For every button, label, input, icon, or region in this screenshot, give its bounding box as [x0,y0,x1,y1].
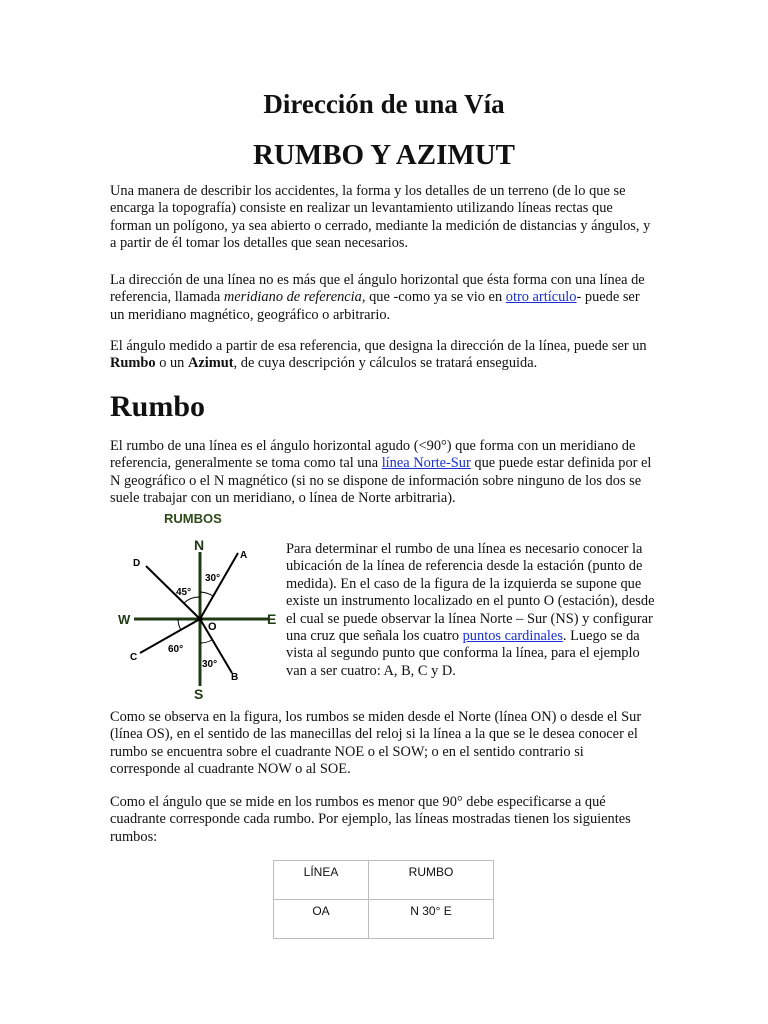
intro-p2-text-c: - puede ser un meridiano magnético, geográfico o arbitrario. [110,289,640,323]
table-cell-linea: OA [274,900,369,939]
station-point [198,617,203,622]
table-row [274,900,494,939]
line-od [146,566,200,619]
label-w: W [118,612,131,627]
intro-paragraph-3 [110,338,655,373]
table-header-rumbo: RUMBO [369,861,494,900]
label-b: B [231,672,239,683]
azimut-term: Azimut [187,355,234,372]
label-n: N [194,537,205,553]
intro-p2-text-a: La dirección de una línea no es más que el ángulo horizontal que ésta forma con una línea de referencia, llamada [110,272,645,306]
linea-norte-sur-link[interactable]: línea Norte-Sur [381,455,471,472]
rumbo-p1-text-a: El rumbo de una línea es el ángulo horizontal agudo (<90°) que forma con un meridiano de referencia, generalmente se toma como tal una [110,438,636,472]
angle-na: 30° [205,573,221,584]
rumbo-term: Rumbo [110,355,156,372]
table-cell-rumbo: N 30° E [369,900,494,939]
rumbo-paragraph-1 [110,438,655,508]
label-c: C [130,652,138,663]
rumbo-paragraph-2 [286,541,658,680]
intro-paragraph-2 [110,272,655,324]
line-oa [200,553,238,619]
page-title: Dirección de una Vía [263,89,505,119]
page-subtitle: RUMBO Y AZIMUT [252,139,516,171]
rumbos-diagram [112,508,282,700]
rumbo-p2-text-a: Para determinar el rumbo de una línea es necesario conocer la ubicación de la línea de referencia desde la estación (punto de medida). En el caso de la figura de la izquierda se supone que existe un instrumento localizado en el punto O (estación), desde el cual se puede observar la línea Norte – Sur (NS) y configurar una cruz que señala los cuatro [286,541,655,645]
table-header-row [274,861,494,900]
intro-p3-text-a: El ángulo medido a partir de esa referencia, que designa la dirección de la línea, puede ser un [110,338,647,354]
label-s: S [194,686,204,700]
label-e: E [267,611,277,627]
rumbo-p1-text-b: que puede estar definida por el N geográfico o el N magnético (si no se dispone de información sobre ninguno de los dos se suele trabajar con un meridiano, o línea de Norte arbitraria). [110,455,652,507]
arc-sb [200,640,212,643]
angle-sb: 30° [202,659,218,670]
table-header-linea: LÍNEA [274,861,369,900]
rumbos-table [273,860,494,939]
meridiano-term: meridiano de referencia [223,289,362,306]
otro-articulo-link[interactable]: otro artículo [505,289,577,306]
intro-p3-text-c: , de cuya descripción y cálculos se tratará enseguida. [233,355,538,372]
intro-p2-text-b: , que -como ya se vio en [361,289,506,306]
intro-p3-text-b: o un [155,355,188,372]
label-o: O [208,621,217,633]
label-a: A [240,550,248,561]
rumbo-heading: Rumbo [110,390,206,423]
angle-nd: 45° [176,587,192,598]
rumbo-paragraph-3: Como se observa en la figura, los rumbos se miden desde el Norte (línea ON) o desde el Sur (línea OS), en el sentido de las manecillas del reloj si la línea a la que se le desea conocer el rumbo se encuentra sobre el cuadrante NOE o el SOW; o en el sentido contrario si corresponde al cuadrante NOW o al SOE. [110,709,642,778]
rumbo-paragraph-4: Como el ángulo que se mide en los rumbos es menor que 90° debe especificarse a qué cuadrante corresponde cada rumbo. Por ejemplo, las líneas mostradas tienen los siguientes rumbos: [110,794,631,845]
diagram-title: RUMBOS [164,511,222,526]
angle-wc: 60° [168,644,184,655]
intro-paragraph-1: Una manera de describir los accidentes, la forma y los detalles de un terreno (de lo que se encarga la topografía) consiste en realizar un levantamiento utilizando líneas rectas que forman un polígono, ya sea abierto o cerrado, mediante la medición de distancias y ángulos, y a partir de él tomar los detalles que sean necesarios. [110,183,651,252]
rumbo-p2-text-b: . Luego se da vista al segundo punto que conforma la línea, para el ejemplo van a ser cuatro: A, B, C y D. [286,628,640,679]
puntos-cardinales-link[interactable]: puntos cardinales [462,628,563,645]
arc-wc [178,619,181,630]
label-d: D [133,558,141,569]
arc-na [200,592,213,596]
